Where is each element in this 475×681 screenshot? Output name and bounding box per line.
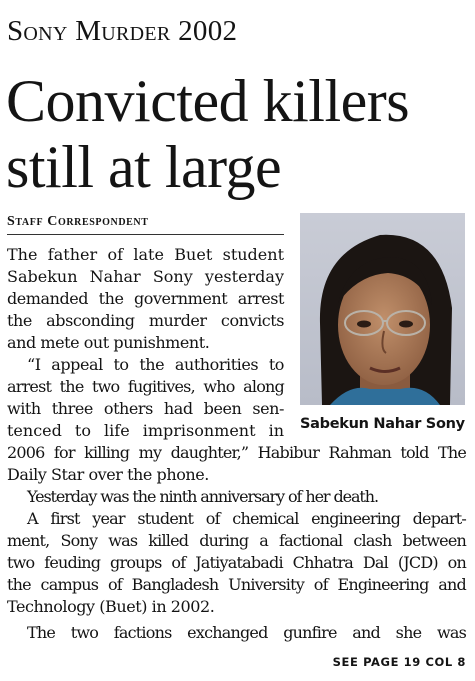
body-line: Daily Star over the phone.	[7, 465, 209, 484]
body-line: arrest the two fugitives, who along	[7, 377, 284, 396]
body-line: tenced to life imprisonment in	[7, 421, 284, 440]
body-line: The father of late Buet student	[7, 245, 284, 264]
headline	[6, 68, 409, 200]
body-line: ment, Sony was killed during a factional clash between	[7, 531, 466, 550]
body-line: the absconding murder convicts	[7, 311, 284, 330]
body-line: The two factions exchanged gunfire and she was	[27, 623, 466, 642]
headline-line-2: still at large	[6, 134, 282, 200]
photo-caption: Sabekun Nahar Sony	[300, 416, 465, 432]
headline-line-1: Convicted killers	[6, 68, 410, 134]
body-line: “I appeal to the authorities to	[27, 355, 284, 374]
portrait-image	[300, 213, 465, 405]
body-line: two feuding groups of Jatiyatabadi Chhatra Dal (JCD) on	[7, 553, 466, 572]
portrait-photo	[300, 213, 465, 405]
body-line: 2006 for killing my daughter,” Habibur Rahman told The	[7, 443, 466, 462]
body-line: and mete out punishment.	[7, 333, 210, 352]
section-kicker: Sony Murder 2002	[7, 15, 238, 47]
body-line: demanded the government arrest	[7, 289, 284, 308]
body-line: A first year student of chemical engineering depart-	[27, 509, 466, 528]
body-line: Technology (Buet) in 2002.	[7, 597, 215, 616]
body-line: Yesterday was the ninth anniversary of her death.	[27, 487, 378, 506]
body-line: the campus of Bangladesh University of Engineering and	[7, 575, 466, 594]
continued-on-page: SEE PAGE 19 COL 8	[332, 655, 466, 669]
byline: Staff Correspondent	[7, 213, 284, 235]
body-line: Sabekun Nahar Sony yesterday	[7, 267, 284, 286]
body-line: with three others had been sen-	[7, 399, 284, 418]
